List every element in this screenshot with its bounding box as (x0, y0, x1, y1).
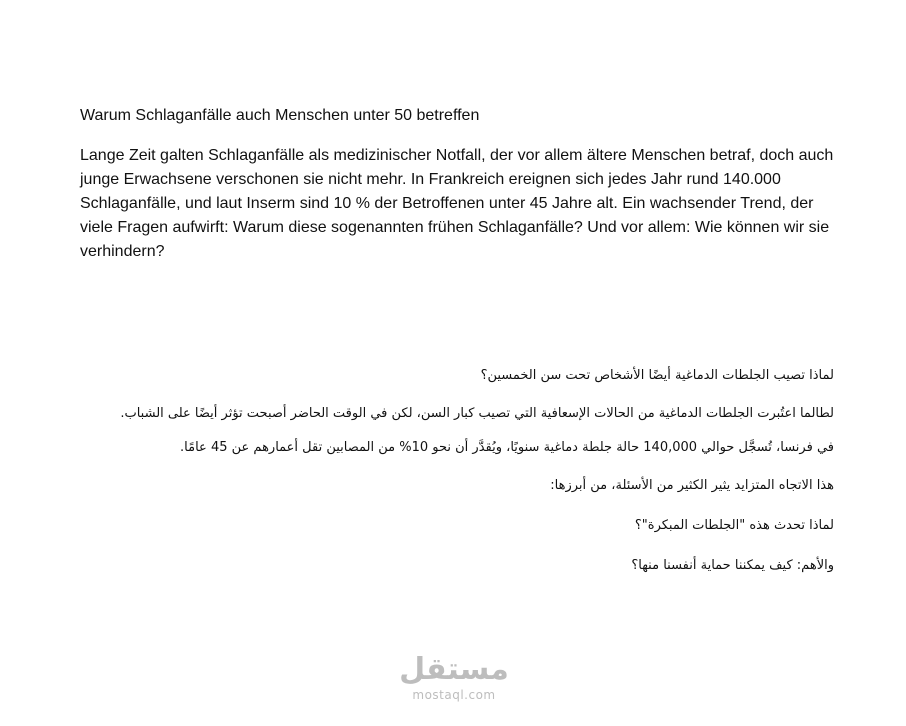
arabic-paragraph-3: هذا الاتجاه المتزايد يثير الكثير من الأسئلة، من أبرزها: (550, 478, 834, 493)
arabic-paragraph-1: لطالما اعتُبرت الجلطات الدماغية من الحالات الإسعافية التي تصيب كبار السن، لكن في الوقت الحاضر أصبحت تؤثر أيضًا على الشباب. (120, 406, 834, 421)
watermark-logo-text: مستقل (399, 652, 509, 687)
arabic-paragraph-5: والأهم: كيف يمكننا حماية أنفسنا منها؟ (631, 558, 834, 573)
arabic-title: لماذا تصيب الجلطات الدماغية أيضًا الأشخاص تحت سن الخمسين؟ (480, 368, 834, 383)
german-article (80, 104, 840, 264)
mostaql-watermark (398, 652, 510, 702)
german-title: Warum Schlaganfälle auch Menschen unter 50 betreffen (80, 107, 480, 124)
arabic-paragraph-2: في فرنسا، تُسجَّل حوالي 140,000 حالة جلطة دماغية سنويًا، ويُقدَّر أن نحو 10% من المصابين تقل أعمارهم عن 45 عامًا. (180, 440, 834, 455)
arabic-paragraph-4: لماذا تحدث هذه "الجلطات المبكرة"؟ (634, 518, 834, 533)
arabic-article (80, 362, 834, 580)
german-paragraph: Lange Zeit galten Schlaganfälle als medizinischer Notfall, der vor allem ältere Menschen betraf, doch auch junge Erwachsene verschonen sie nicht mehr. In Frankreich ereignen sich jedes Jahr rund 140.000 Schlaganfälle, und laut Inserm sind 10 % der Betroffenen unter 45 Jahre alt. Ein wachsender Trend, der viele Fragen aufwirft: Warum diese sogenannten frühen Schlaganfälle? Und vor allem: Wie können wir sie verhindern? (80, 147, 834, 260)
watermark-url: mostaql.com (412, 688, 496, 702)
